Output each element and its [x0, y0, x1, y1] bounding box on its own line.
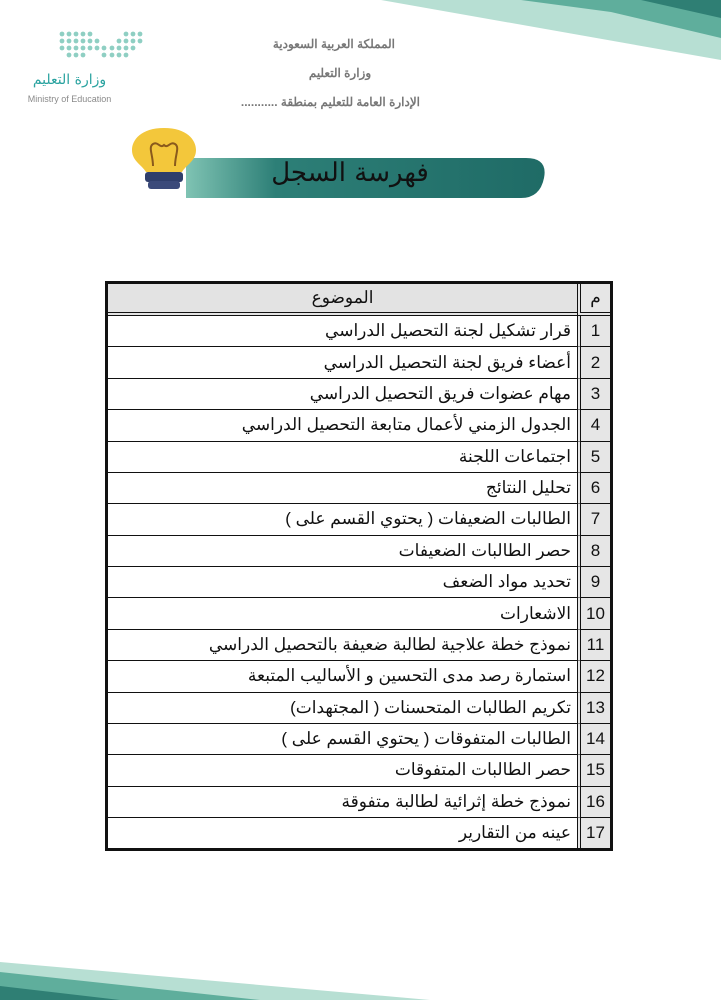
index-table [105, 281, 613, 851]
table-row [108, 818, 610, 848]
row-topic: تحديد مواد الضعف [108, 567, 577, 598]
logo-english-text: Ministry of Education [27, 94, 112, 104]
department-name: الإدارة العامة للتعليم بمنطقة ........... [240, 95, 420, 109]
row-topic: الطالبات الضعيفات ( يحتوي القسم على ) [108, 504, 577, 535]
row-topic: الاشعارات [108, 598, 577, 629]
column-header-number: م [577, 284, 610, 316]
index-table-grid [108, 284, 610, 848]
row-topic: أعضاء فريق لجنة التحصيل الدراسي [108, 347, 577, 378]
row-number: 5 [577, 442, 610, 473]
row-number: 12 [577, 661, 610, 692]
table-body [108, 316, 610, 848]
row-number: 4 [577, 410, 610, 441]
row-number: 16 [577, 787, 610, 818]
row-topic: عينه من التقارير [458, 823, 571, 842]
table-header-row [108, 284, 610, 316]
table-row [108, 410, 610, 441]
row-topic: نموذج خطة علاجية لطالبة ضعيفة بالتحصيل الدراسي [108, 630, 577, 661]
table-row [108, 630, 610, 661]
logo-arabic-text: وزارة التعليم [32, 72, 107, 88]
column-header-topic: الموضوع [108, 284, 577, 316]
row-number: 1 [577, 316, 610, 347]
table-row [108, 755, 610, 786]
table-row [108, 504, 610, 535]
row-number: 10 [577, 598, 610, 629]
table-row [108, 567, 610, 598]
table-row [108, 316, 610, 347]
row-topic: تكريم الطالبات المتحسنات ( المجتهدات) [108, 693, 577, 724]
row-number: 15 [577, 755, 610, 786]
row-number: 8 [577, 536, 610, 567]
row-number: 6 [577, 473, 610, 504]
ministry-name: وزارة التعليم [308, 66, 372, 80]
row-topic: حصر الطالبات المتفوقات [108, 755, 577, 786]
table-row [108, 724, 610, 755]
table-row [108, 536, 610, 567]
row-topic: اجتماعات اللجنة [108, 442, 577, 473]
row-topic: مهام عضوات فريق التحصيل الدراسي [108, 379, 577, 410]
row-topic: تحليل النتائج [108, 473, 577, 504]
row-number: 11 [577, 630, 610, 661]
bottom-left-decoration [0, 952, 430, 1000]
row-number: 3 [577, 379, 610, 410]
row-number: 14 [577, 724, 610, 755]
table-row [108, 379, 610, 410]
table-row [108, 442, 610, 473]
row-topic: قرار تشكيل لجنة التحصيل الدراسي [108, 316, 577, 347]
page-title: فهرسة السجل [271, 158, 429, 188]
row-number: 7 [577, 504, 610, 535]
letterhead [200, 30, 440, 117]
row-number: 13 [577, 693, 610, 724]
table-row [108, 661, 610, 692]
row-topic: استمارة رصد مدى التحسين و الأساليب المتبعة [108, 661, 577, 692]
country-name: المملكة العربية السعودية [272, 37, 395, 51]
table-row [108, 787, 610, 818]
row-number: 9 [577, 567, 610, 598]
row-topic: الجدول الزمني لأعمال متابعة التحصيل الدراسي [108, 410, 577, 441]
table-row [108, 598, 610, 629]
table-row [108, 693, 610, 724]
row-topic: نموذج خطة إثرائية لطالبة متفوقة [108, 787, 577, 818]
row-number: 2 [577, 347, 610, 378]
table-row [108, 473, 610, 504]
row-topic: حصر الطالبات الضعيفات [108, 536, 577, 567]
table-row [108, 347, 610, 378]
row-topic: الطالبات المتفوقات ( يحتوي القسم على ) [108, 724, 577, 755]
row-number: 17 [577, 818, 610, 848]
